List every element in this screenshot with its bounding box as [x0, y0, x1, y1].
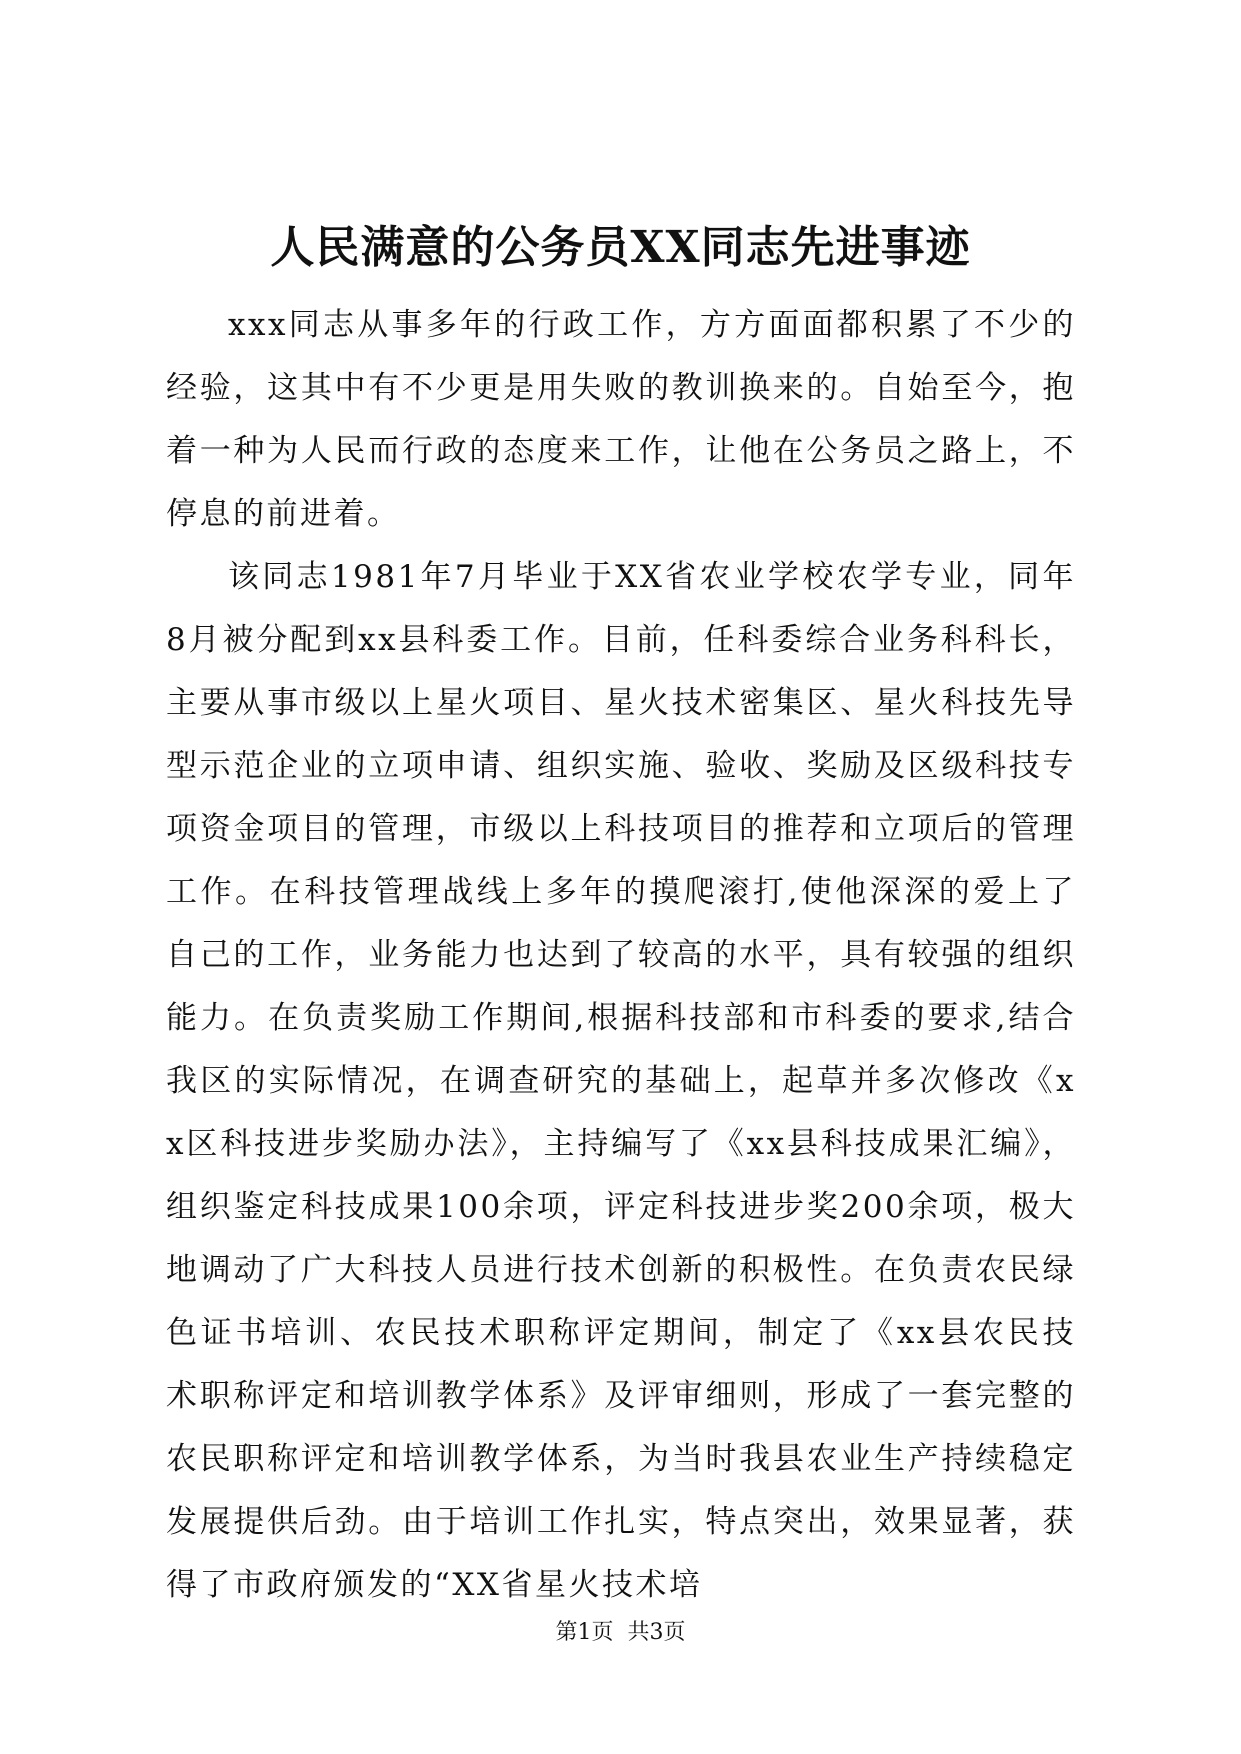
page-footer: [0, 1618, 1241, 1648]
paragraph-intro: xxx同志从事多年的行政工作，方方面面都积累了不少的经验，这其中有不少更是用失败的教训换来的。自始至今，抱着一种为人民而行政的态度来工作，让他在公务员之路上，不停息的前进着。: [166, 307, 1076, 532]
paragraph-career: 该同志1981年7月毕业于XX省农业学校农学专业，同年8月被分配到xx县科委工作。目前，任科委综合业务科科长，主要从事市级以上星火项目、星火技术密集区、星火科技先导型示范企业的立项申请、组织实施、验收、奖励及区级科技专项资金项目的管理，市级以上科技项目的推荐和立项后的管理工作。在科技管理战线上多年的摸爬滚打,使他深深的爱上了自己的工作，业务能力也达到了较高的水平，具有较强的组织能力。在负责奖励工作期间,根据科技部和市科委的要求,结合我区的实际情况，在调查研究的基础上，起草并多次修改《xx区科技进步奖励办法》，主持编写了《xx县科技成果汇编》，组织鉴定科技成果100余项，评定科技进步奖200余项，极大地调动了广大科技人员进行技术创新的积极性。在负责农民绿色证书培训、农民技术职称评定期间，制定了《xx县农民技术职称评定和培训教学体系》及评审细则，形成了一套完整的农民职称评定和培训教学体系，为当时我县农业生产持续稳定发展提供后劲。由于培训工作扎实，特点突出，效果显著，获得了市政府颁发的“XX省星火技术培: [166, 559, 1076, 1603]
page-number: 第1页 共3页: [555, 1620, 686, 1645]
document-title: 人民满意的公务员XX同志先进事迹: [270, 222, 971, 273]
document-body: [166, 294, 1076, 1617]
